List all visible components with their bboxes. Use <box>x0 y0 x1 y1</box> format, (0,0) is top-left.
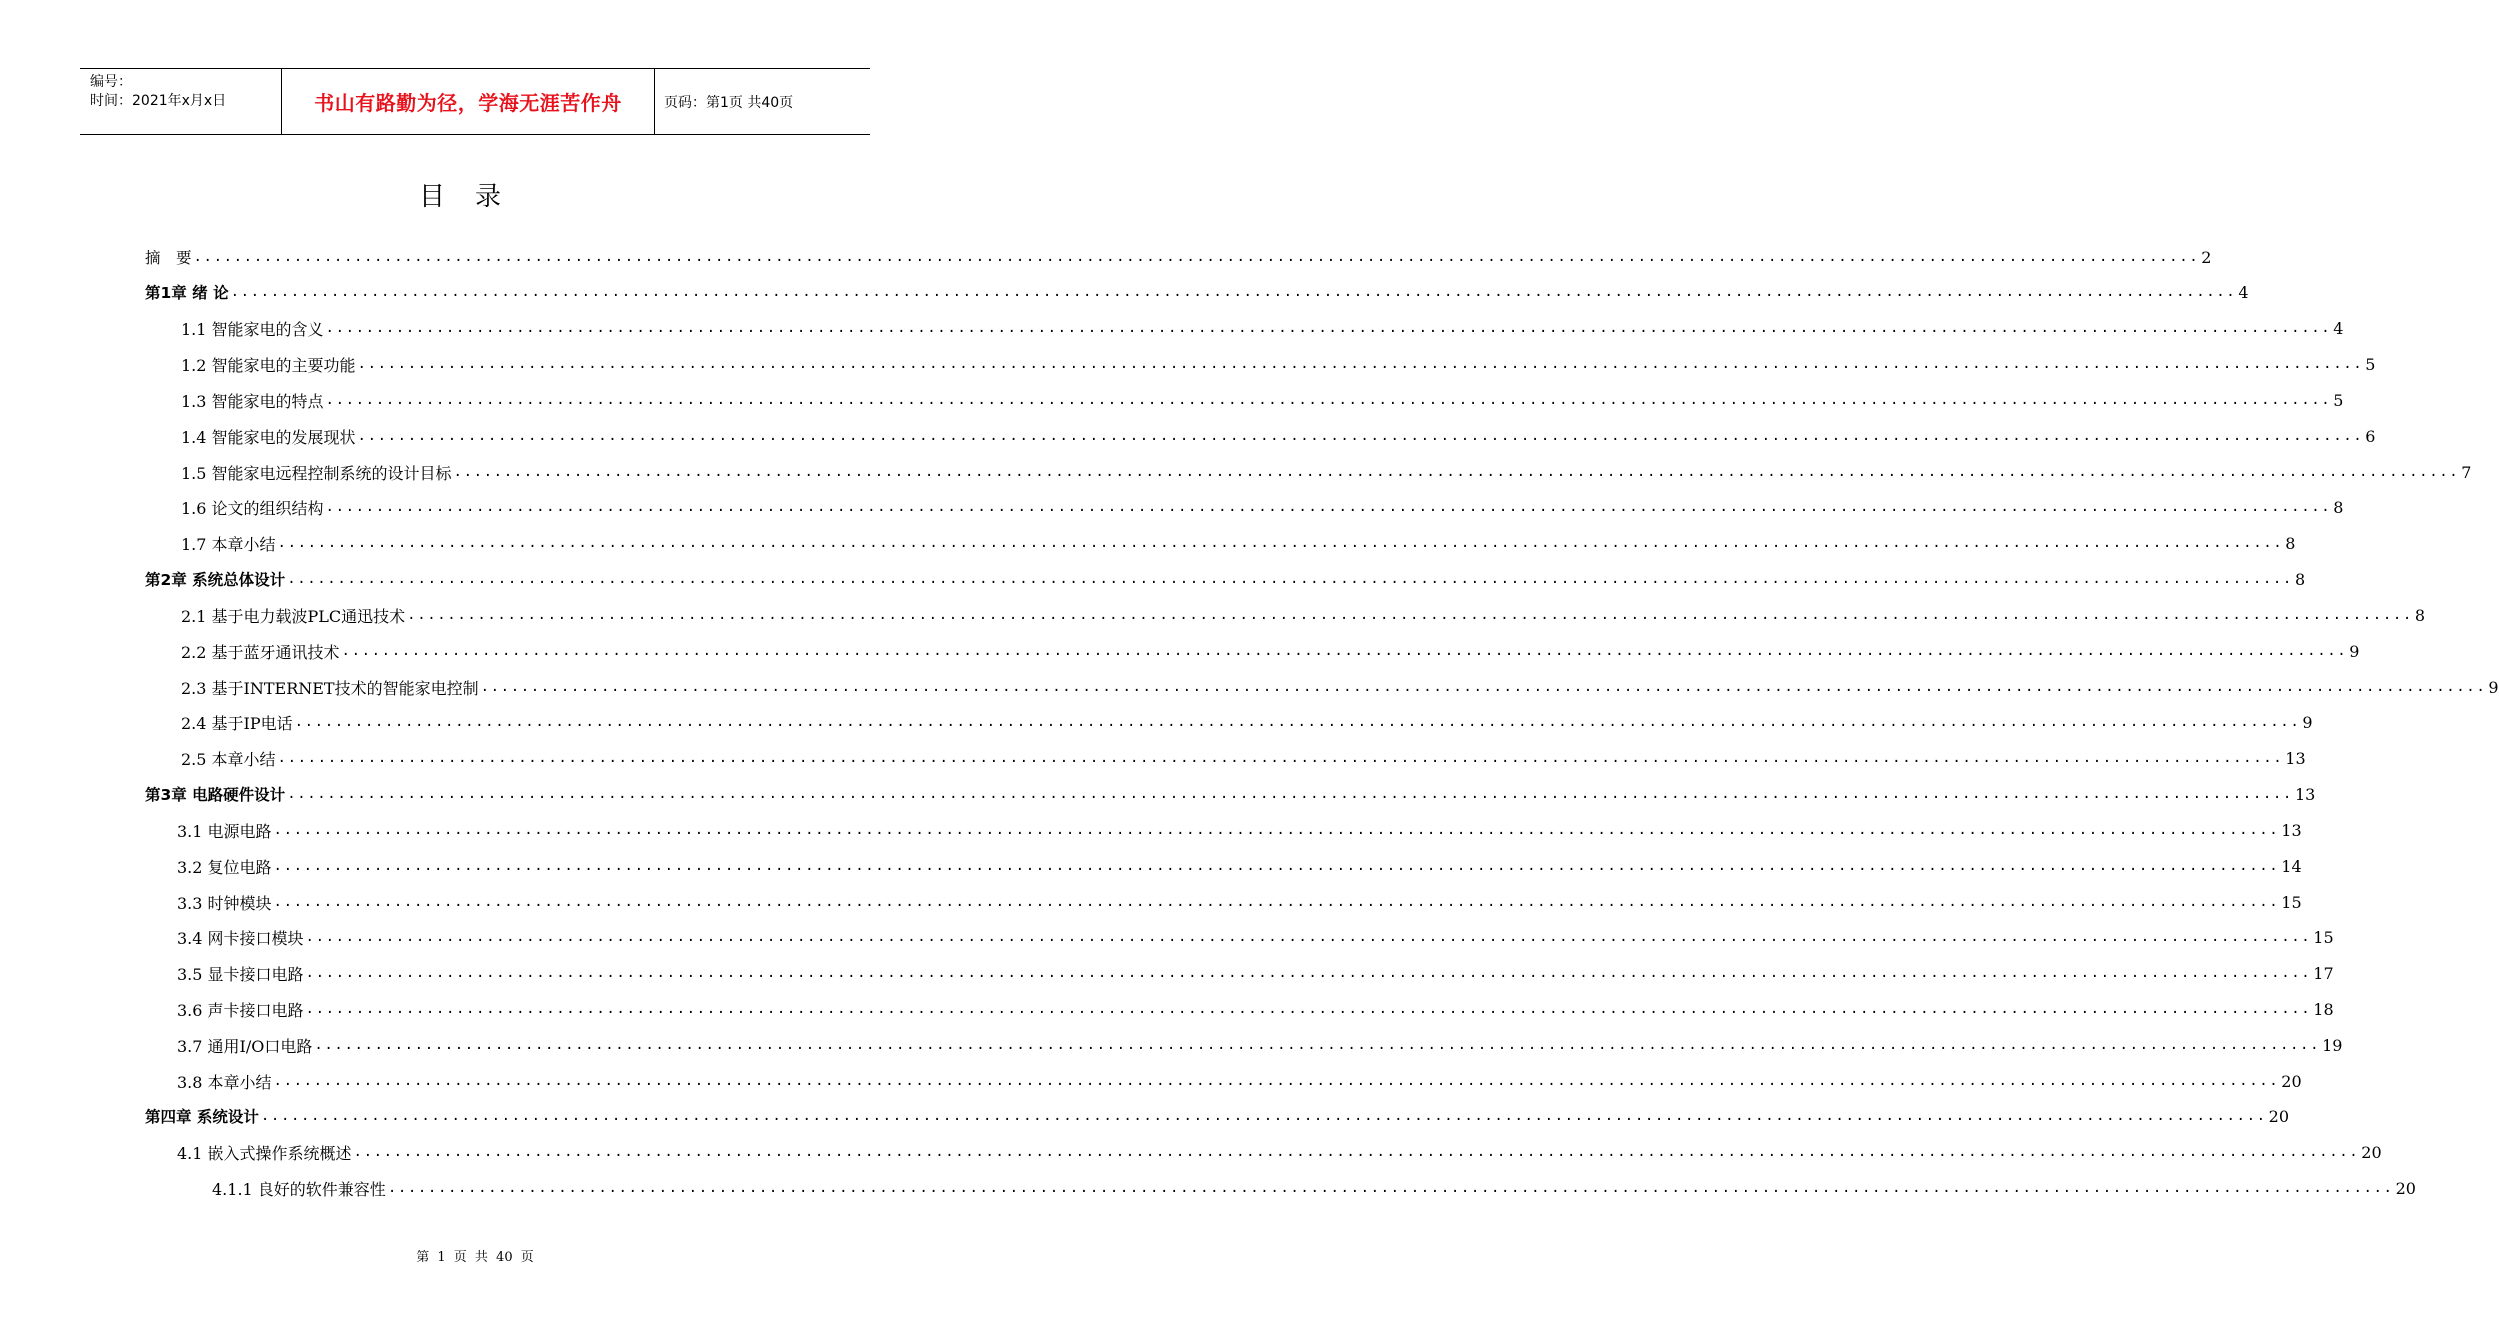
toc-entry-label: 第3章 电路硬件设计 <box>145 786 286 804</box>
toc-entry-page: 5 <box>2365 354 2376 374</box>
toc-entry-page: 13 <box>2294 784 2316 804</box>
toc-dot-leader: ........................................................................................................................................................................................................ <box>305 929 2312 945</box>
toc-entry[interactable] <box>145 777 2316 811</box>
toc-dot-leader: ........................................................................................................................................................................................................ <box>193 249 2200 265</box>
toc-entry-page: 13 <box>2285 748 2306 768</box>
toc-entry[interactable] <box>177 956 2334 990</box>
toc-entry-page: 8 <box>2285 533 2296 553</box>
toc-dot-leader: ........................................................................................................................................................................................................ <box>387 1180 2394 1196</box>
toc-entry[interactable] <box>177 813 2302 847</box>
toc-dot-leader: ........................................................................................................................................................................................................ <box>325 320 2332 336</box>
toc-dot-leader: ........................................................................................................................................................................................................ <box>277 535 2284 551</box>
toc-entry-label: 1.4 智能家电的发展现状 <box>181 427 356 447</box>
toc-entry-page: 20 <box>2268 1106 2290 1126</box>
toc-entry[interactable] <box>181 455 2472 489</box>
toc-dot-leader: ........................................................................................................................................................................................................ <box>287 571 2293 587</box>
header-page-info: 页码：第1页 共40页 <box>664 94 794 111</box>
toc-dot-leader: ........................................................................................................................................................................................................ <box>273 822 2280 838</box>
toc-entry-label: 4.1.1 良好的软件兼容性 <box>212 1179 386 1199</box>
toc-entry[interactable] <box>181 526 2296 560</box>
toc-entry-page: 13 <box>2281 820 2302 840</box>
toc-entry[interactable] <box>145 275 2249 309</box>
toc-entry-page: 15 <box>2281 892 2302 912</box>
toc-entry-page: 2 <box>2201 247 2212 267</box>
toc-entry-label: 2.1 基于电力载波PLC通迅技术 <box>181 606 406 626</box>
toc-entry-label: 第1章 绪 论 <box>145 284 229 302</box>
header-meta <box>80 69 282 134</box>
toc-entry-label: 1.6 论文的组织结构 <box>181 498 324 518</box>
toc-entry-label: 3.5 显卡接口电路 <box>177 964 304 984</box>
toc-entry-page: 20 <box>2361 1142 2382 1162</box>
toc-entry-page: 9 <box>2488 677 2499 697</box>
toc-entry-label: 3.4 网卡接口模块 <box>177 928 304 948</box>
toc-entry[interactable] <box>177 1135 2382 1169</box>
page-footer: 第 1 页 共 40 页 <box>416 1250 534 1265</box>
toc-entry-label: 摘 要 <box>145 249 192 267</box>
toc-entry[interactable] <box>177 992 2334 1026</box>
toc-dot-leader: ........................................................................................................................................................................................................ <box>357 428 2364 444</box>
toc-entry-label: 2.5 本章小结 <box>181 749 276 769</box>
toc-entry[interactable] <box>177 1064 2302 1098</box>
toc-entry[interactable] <box>181 311 2344 345</box>
toc-entry-label: 1.1 智能家电的含义 <box>181 319 324 339</box>
toc-entry-page: 5 <box>2333 390 2344 410</box>
toc-entry-page: 4 <box>2333 318 2344 338</box>
toc-entry-label: 3.2 复位电路 <box>177 857 272 877</box>
toc-dot-leader: ........................................................................................................................................................................................................ <box>273 894 2280 910</box>
toc-dot-leader: ........................................................................................................................................................................................................ <box>353 1144 2360 1160</box>
toc-entry-page: 20 <box>2395 1178 2416 1198</box>
toc-dot-leader: ........................................................................................................................................................................................................ <box>287 786 2293 802</box>
toc-dot-leader: ........................................................................................................................................................................................................ <box>453 464 2460 480</box>
toc-entry-label: 1.3 智能家电的特点 <box>181 391 324 411</box>
toc-entry-label: 3.8 本章小结 <box>177 1072 272 1092</box>
toc-entry[interactable] <box>181 598 2426 632</box>
toc-dot-leader: ........................................................................................................................................................................................................ <box>325 499 2332 515</box>
toc-entry-label: 2.4 基于IP电话 <box>181 713 293 733</box>
toc-dot-leader: ........................................................................................................................................................................................................ <box>294 714 2301 730</box>
toc-title: 目录 <box>418 182 531 212</box>
page-header <box>80 68 870 135</box>
toc-entry-page: 9 <box>2349 641 2360 661</box>
toc-dot-leader: ........................................................................................................................................................................................................ <box>314 1037 2321 1053</box>
toc-entry-label: 第2章 系统总体设计 <box>145 571 286 589</box>
toc-dot-leader: ........................................................................................................................................................................................................ <box>480 679 2487 695</box>
toc-entry[interactable] <box>181 419 2376 453</box>
toc-entry[interactable] <box>177 920 2334 954</box>
toc-entry[interactable] <box>145 240 2212 274</box>
toc-entry-page: 4 <box>2238 282 2249 302</box>
toc-entry-page: 15 <box>2313 927 2334 947</box>
toc-entry-page: 7 <box>2461 462 2472 482</box>
toc-entry-page: 19 <box>2322 1035 2343 1055</box>
toc-entry[interactable] <box>181 383 2344 417</box>
toc-entry[interactable] <box>212 1171 2416 1205</box>
toc-entry-label: 1.7 本章小结 <box>181 534 276 554</box>
toc-dot-leader: ........................................................................................................................................................................................................ <box>273 858 2280 874</box>
toc-entry[interactable] <box>181 670 2499 704</box>
toc-entry-label: 3.3 时钟模块 <box>177 893 272 913</box>
toc-entry-page: 6 <box>2365 426 2376 446</box>
toc-entry[interactable] <box>145 1099 2290 1133</box>
toc-entry-label: 3.7 通用I/O口电路 <box>177 1036 313 1056</box>
toc-dot-leader: ........................................................................................................................................................................................................ <box>260 1108 2267 1124</box>
toc-entry-label: 4.1 嵌入式操作系统概述 <box>177 1143 352 1163</box>
toc-entry[interactable] <box>181 705 2313 739</box>
toc-dot-leader: ........................................................................................................................................................................................................ <box>277 750 2284 766</box>
toc-entry[interactable] <box>181 634 2360 668</box>
toc-dot-leader: ........................................................................................................................................................................................................ <box>273 1073 2280 1089</box>
toc-entry-label: 1.5 智能家电远程控制系统的设计目标 <box>181 463 452 483</box>
toc-entry[interactable] <box>177 1028 2343 1062</box>
toc-entry-label: 2.3 基于INTERNET技术的智能家电控制 <box>181 678 479 698</box>
toc-entry-page: 18 <box>2313 999 2334 1019</box>
toc-dot-leader: ........................................................................................................................................................................................................ <box>325 392 2332 408</box>
toc-entry-page: 8 <box>2333 497 2344 517</box>
toc-entry-page: 9 <box>2302 712 2313 732</box>
header-time-label: 时间：2021年x月x日 <box>90 93 227 109</box>
toc-entry[interactable] <box>177 885 2302 919</box>
toc-entry-page: 8 <box>2414 605 2426 625</box>
toc-entry-page: 8 <box>2294 569 2306 589</box>
header-number-label: 编号： <box>90 74 132 90</box>
toc-entry[interactable] <box>145 562 2306 596</box>
toc-entry-label: 3.6 声卡接口电路 <box>177 1000 304 1020</box>
toc-entry-label: 1.2 智能家电的主要功能 <box>181 355 356 375</box>
toc-dot-leader: ........................................................................................................................................................................................................ <box>305 965 2312 981</box>
toc-entry-page: 17 <box>2313 963 2334 983</box>
toc-entry[interactable] <box>181 347 2376 381</box>
header-motto: 书山有路勤为径，学海无涯苦作舟 <box>282 69 655 134</box>
toc-entry-label: 2.2 基于蓝牙通讯技术 <box>181 642 340 662</box>
toc-entry[interactable] <box>177 849 2302 883</box>
toc-entry[interactable] <box>181 741 2306 775</box>
toc-entry[interactable] <box>181 490 2344 524</box>
toc-dot-leader: ........................................................................................................................................................................................................ <box>305 1001 2312 1017</box>
toc-entry-label: 第四章 系统设计 <box>145 1108 259 1126</box>
toc-entry-label: 3.1 电源电路 <box>177 821 272 841</box>
toc-dot-leader: ........................................................................................................................................................................................................ <box>230 284 2237 300</box>
toc-entry-page: 14 <box>2281 856 2302 876</box>
toc-dot-leader: ........................................................................................................................................................................................................ <box>357 356 2364 372</box>
toc-dot-leader: ........................................................................................................................................................................................................ <box>407 607 2413 623</box>
toc-entry-page: 20 <box>2281 1071 2302 1091</box>
toc-dot-leader: ........................................................................................................................................................................................................ <box>341 643 2348 659</box>
